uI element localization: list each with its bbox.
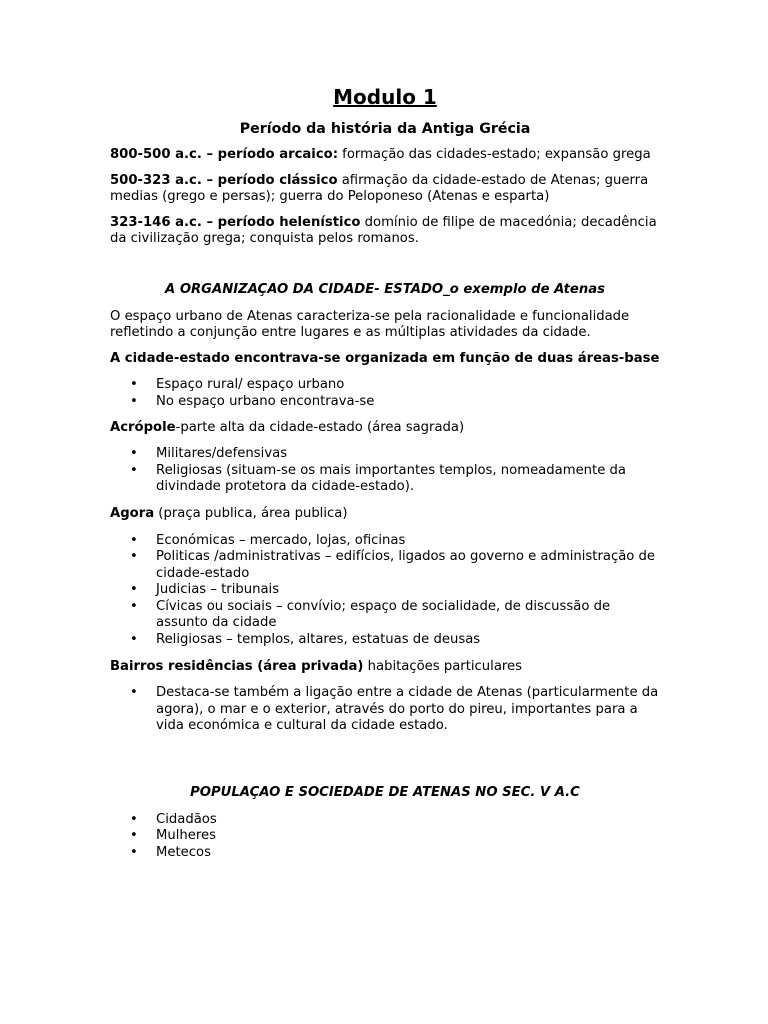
period-paragraph	[110, 173, 660, 206]
list-item: • Cívicas ou sociais – convívio; espaço de socialidade, de discussão de assunto da cidade	[110, 599, 660, 632]
agora-text: (praça publica, área publica)	[154, 505, 348, 521]
list-item: • Judicias – tribunais	[110, 582, 660, 599]
agora-label: Agora	[110, 505, 155, 521]
list-item: • Mulheres	[110, 828, 660, 845]
intro-paragraph: O espaço urbano de Atenas caracteriza-se pela racionalidade e funcionalidade refletindo a conjunção entre lugares e as múltiplas atividades da cidade.	[110, 308, 630, 341]
bairros-list	[110, 685, 660, 735]
list-item: • Destaca-se também a ligação entre a cidade de Atenas (particularmente da agora), o mar e o exterior, através do porto do pireu, importantes para a vida económica e cultural da cidade estado.	[110, 685, 660, 735]
acropole-text: -parte alta da cidade-estado (área sagrada)	[175, 419, 465, 435]
acropole-paragraph	[110, 420, 660, 437]
list-item: • Religiosas (situam-se os mais importantes templos, nomeadamente da divindade protetora da cidade-estado).	[110, 463, 660, 496]
list-item: • No espaço urbano encontrava-se	[110, 394, 660, 411]
list-item: • Espaço rural/ espaço urbano	[110, 377, 660, 394]
list-item: • Religiosas – templos, altares, estatuas de deusas	[110, 632, 660, 649]
bairros-label: Bairros residências (área privada)	[110, 658, 364, 674]
document-page	[110, 84, 660, 861]
organization-heading	[110, 351, 660, 368]
period-text: afirmação da cidade-estado de Atenas; guerra medias (grego e persas); guerra do Peloponeso (Atenas e esparta)	[110, 172, 649, 205]
period-label: 323-146 a.c. – período helenístico	[110, 214, 361, 230]
agora-list	[110, 533, 660, 649]
section-heading-organization: A ORGANIZAÇAO DA CIDADE- ESTADO_o exemplo de Atenas	[165, 281, 605, 297]
period-label: 500-323 a.c. – período clássico	[110, 172, 338, 188]
page-subtitle: Período da história da Antiga Grécia	[239, 121, 531, 137]
period-paragraph	[110, 147, 660, 164]
bairros-text: habitações particulares	[363, 658, 523, 674]
population-list	[110, 812, 660, 862]
section-heading-population: POPULAÇAO E SOCIEDADE DE ATENAS NO SEC. V A.C	[190, 785, 580, 801]
organization-list	[110, 377, 660, 410]
period-paragraph	[110, 215, 660, 248]
bairros-paragraph	[110, 659, 660, 676]
organization-heading-text: A cidade-estado encontrava-se organizada em função de duas áreas-base	[110, 350, 660, 366]
agora-paragraph	[110, 506, 660, 523]
page-title: Modulo 1	[333, 85, 437, 109]
period-label: 800-500 a.c. – período arcaico:	[110, 147, 338, 162]
list-item: • Cidadãos	[110, 812, 660, 829]
list-item: • Militares/defensivas	[110, 446, 660, 463]
acropole-list	[110, 446, 660, 496]
list-item: • Económicas – mercado, lojas, oficinas	[110, 533, 660, 550]
period-text: domínio de filipe de macedónia; decadência da civilização grega; conquista pelos romanos.	[110, 214, 657, 247]
list-item: • Politicas /administrativas – edifícios, ligados ao governo e administração de cidade-estado	[110, 549, 660, 582]
list-item: • Metecos	[110, 845, 660, 862]
acropole-label: Acrópole	[110, 419, 176, 435]
period-text: formação das cidades-estado; expansão grega	[337, 147, 651, 162]
